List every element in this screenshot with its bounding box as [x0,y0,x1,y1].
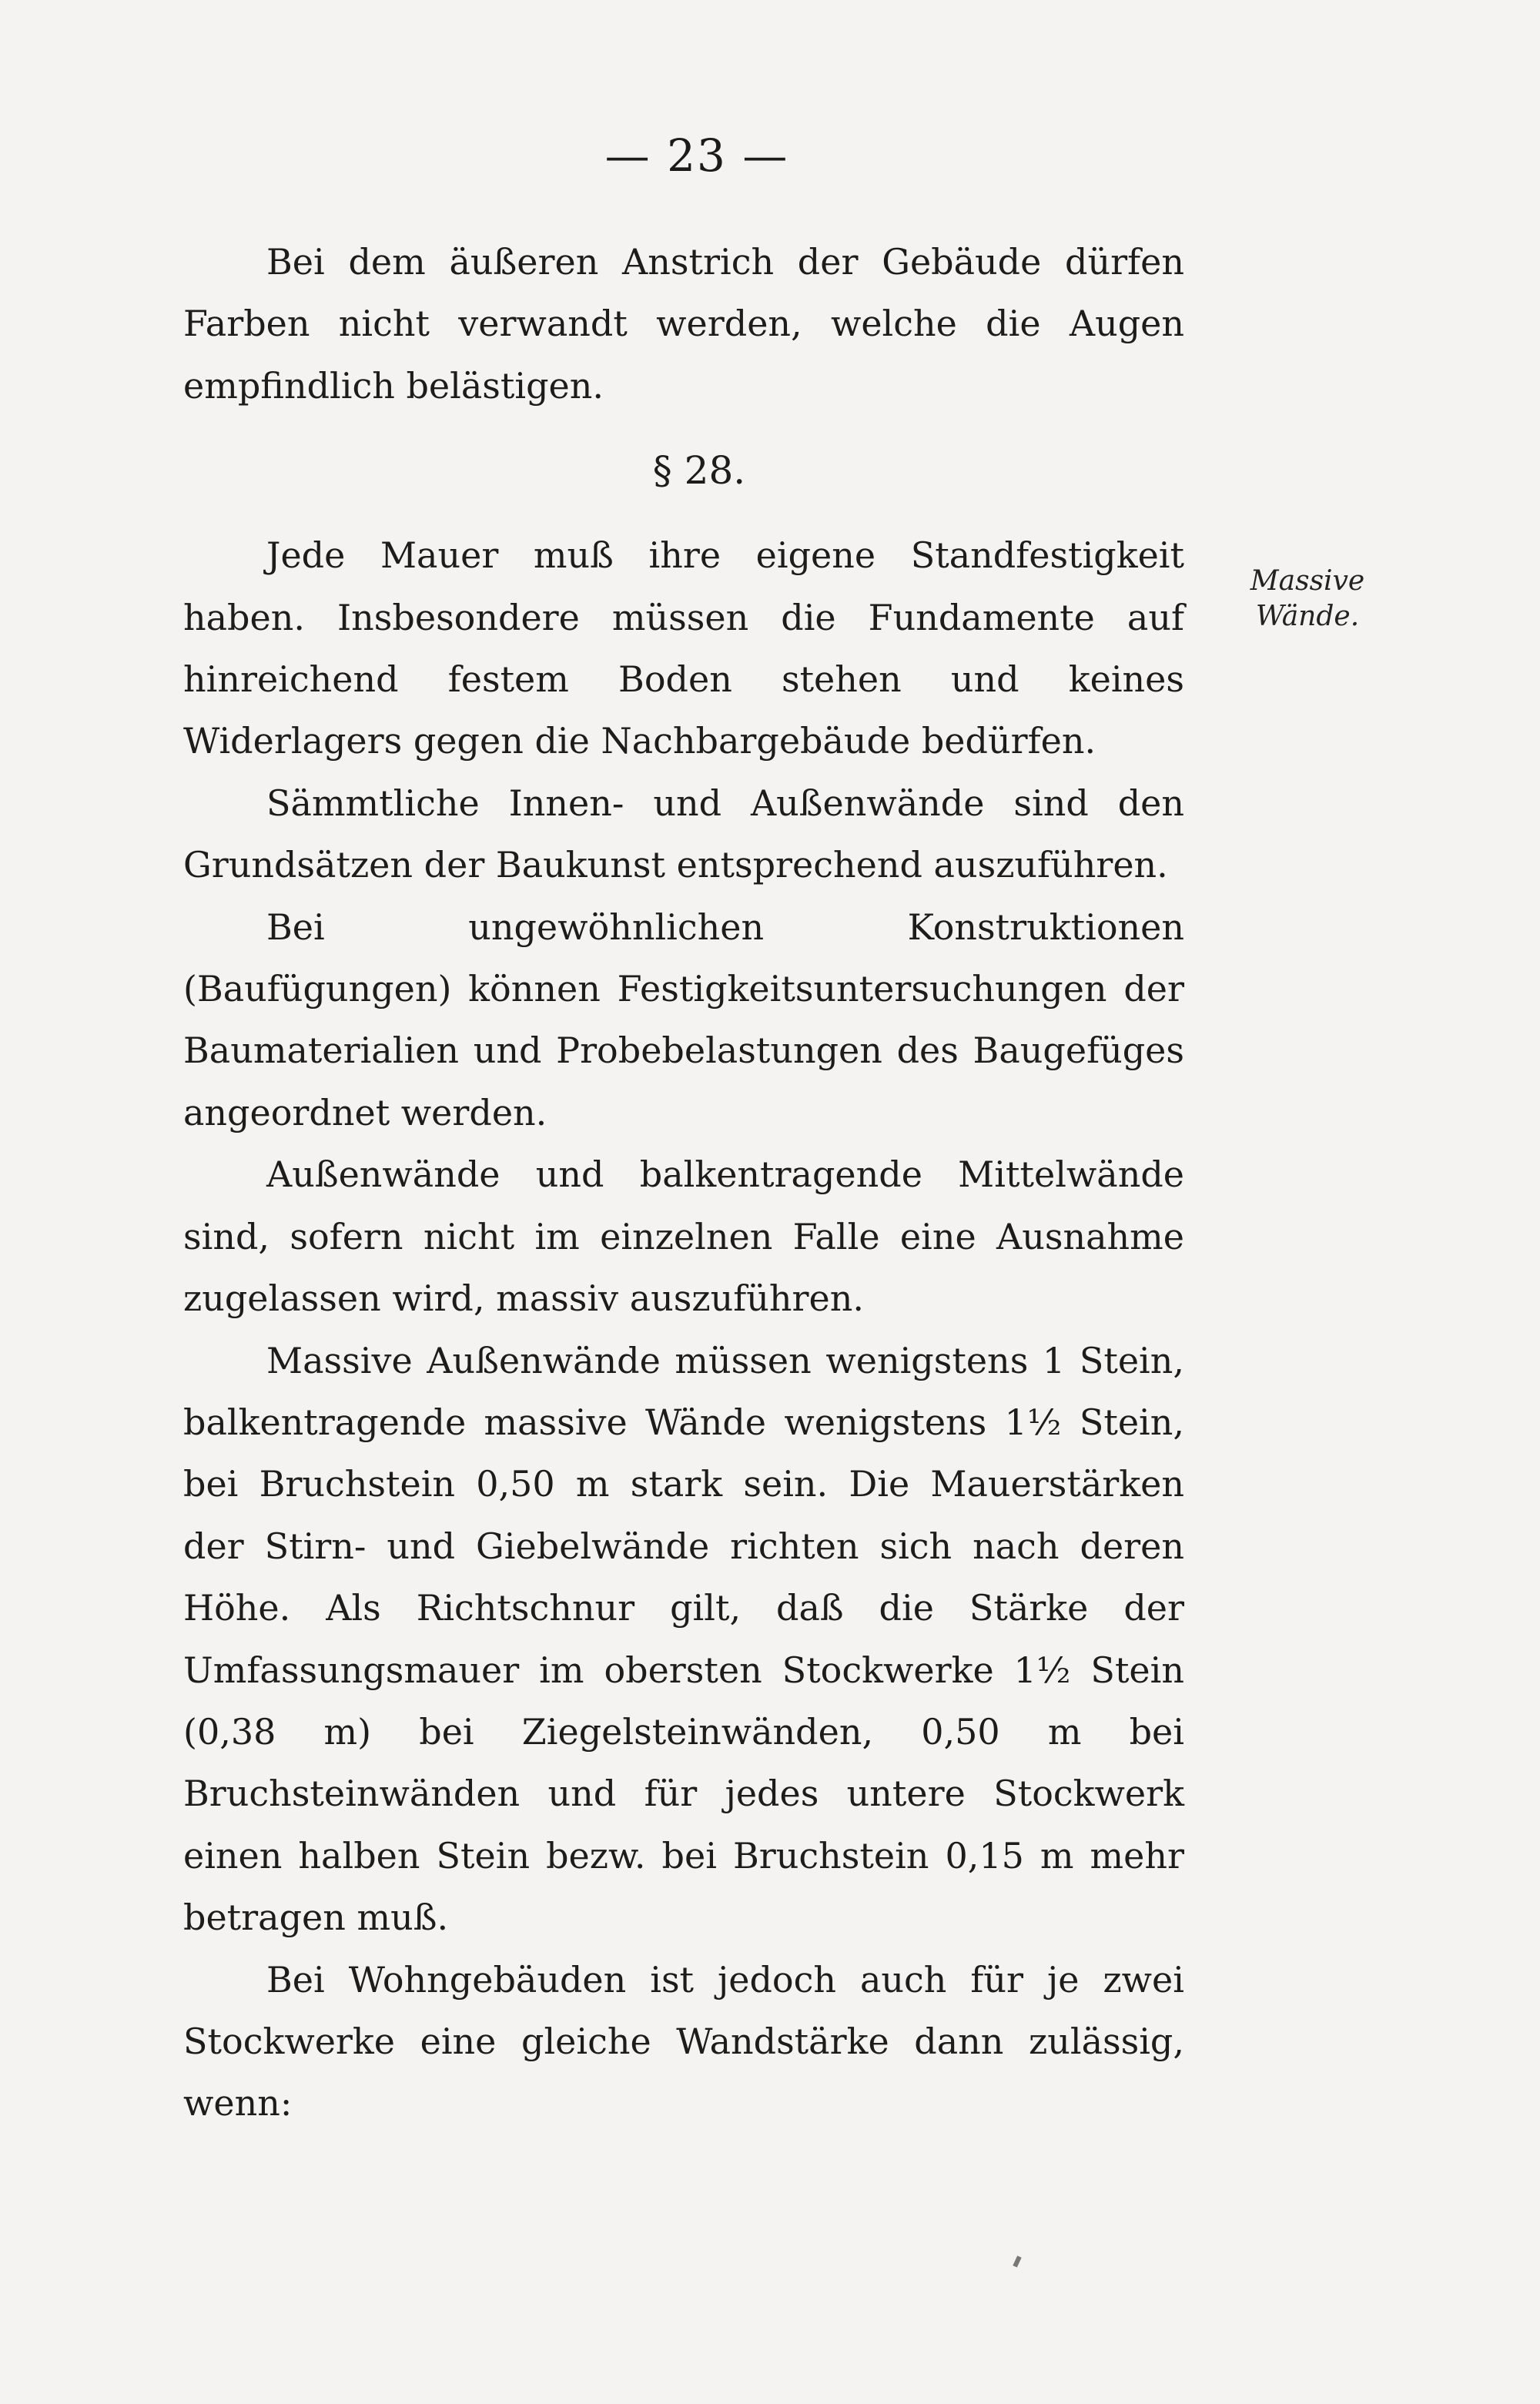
margin-note-line-2: Wände. [1255,601,1360,632]
margin-note-line-1: Massive [1250,565,1365,597]
main-text-column [183,231,1184,2134]
paragraph-standfestigkeit: Jede Mauer muß ihre eigene Standfestigkeit haben. Insbesondere müssen die Fundamente auf hinreichend festem Boden stehen und keines Widerlagers gegen die Nachbargebäude bedürfen. [183,534,1184,762]
paragraph-wohngebaeude: Bei Wohngebäuden ist jedoch auch für je zwei Stockwerke eine gleiche Wandstärke dann zulässig, wenn: [183,1958,1184,2124]
margin-note [1230,564,1384,634]
page-number: — 23 — [604,129,789,182]
paragraph-wandstaerken: Massive Außenwände müssen wenigstens 1 Stein, balkentragende massive Wände wenigstens 1½ Stein, bei Bruchstein 0,50 m stark sein. Die Mauerstärken der Stirn- und Giebelwände richten sich nach deren Höhe. Als Richtschnur gilt, daß die Stärke der Umfassungsmauer im obersten Stockwerke 1½ Stein (0,38 m) bei Ziegelsteinwänden, 0,50 m bei Bruchsteinwänden und für jedes untere Stockwerk einen halben Stein bezw. bei Bruchstein 0,15 m mehr betragen muß. [183,1339,1184,1939]
section-heading: § 28. [652,448,746,494]
intro-paragraph: Bei dem äußeren Anstrich der Gebäude dürfen Farben nicht verwandt werden, welche die Augen empfindlich belästigen. [183,241,1184,407]
paragraph-innen-aussenwaende: Sämmtliche Innen- und Außenwände sind den Grundsätzen der Baukunst entsprechend auszuführen. [183,782,1184,886]
scan-speck [1013,2255,1021,2267]
paragraph-massiv-ausfuehren: Außenwände und balkentragende Mittelwände sind, sofern nicht im einzelnen Falle eine Ausnahme zugelassen wird, massiv auszuführen. [183,1153,1184,1320]
paragraph-konstruktionen: Bei ungewöhnlichen Konstruktionen (Baufügungen) können Festigkeitsuntersuchungen der Baumaterialien und Probebelastungen des Baugefüges angeordnet werden. [183,906,1184,1133]
